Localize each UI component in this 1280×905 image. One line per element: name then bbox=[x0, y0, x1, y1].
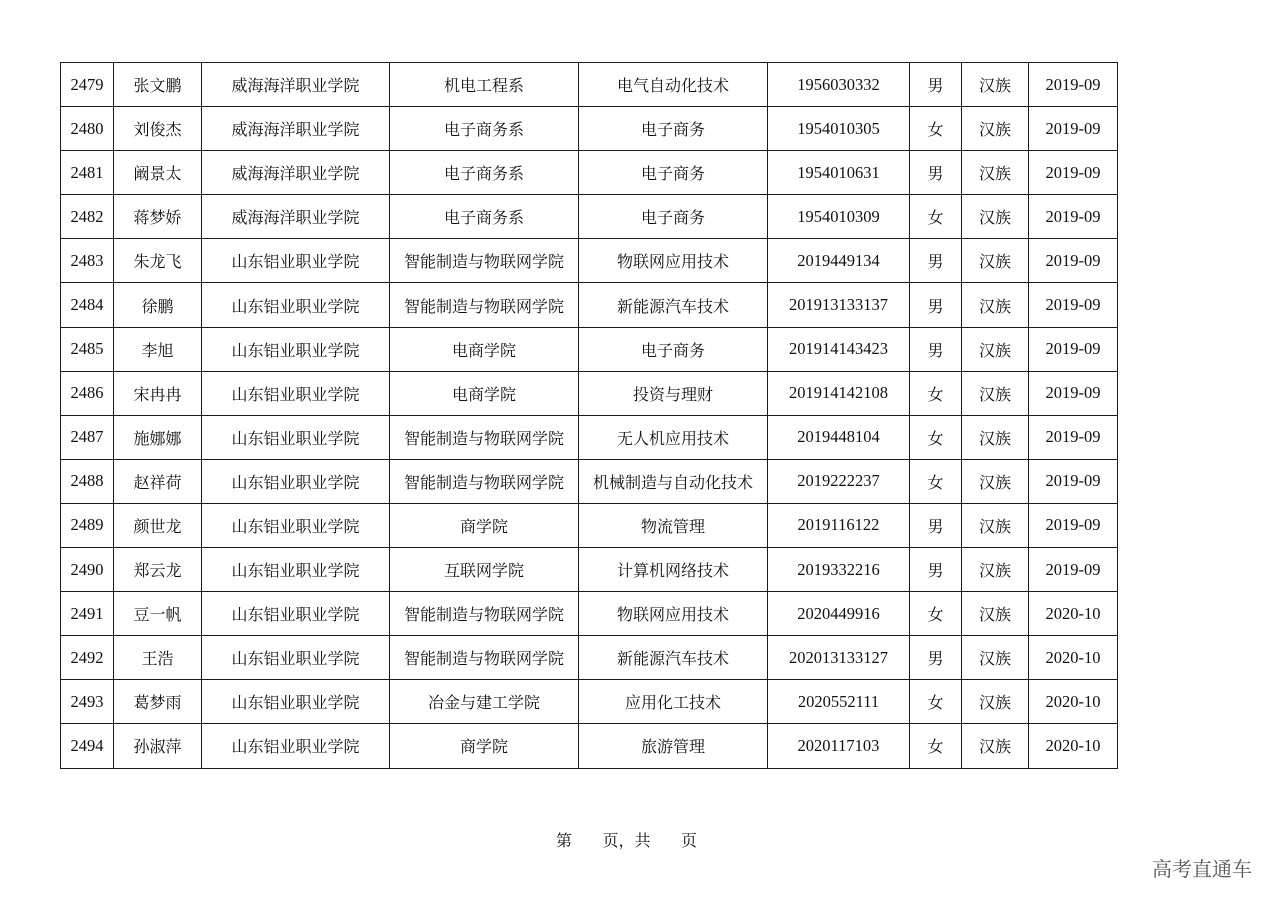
cell-enrollment-date: 2020-10 bbox=[1029, 592, 1118, 636]
cell-row-number: 2480 bbox=[61, 107, 114, 151]
cell-major: 旅游管理 bbox=[579, 724, 768, 768]
cell-name: 王浩 bbox=[114, 636, 202, 680]
cell-ethnicity: 汉族 bbox=[962, 283, 1029, 327]
cell-row-number: 2493 bbox=[61, 680, 114, 724]
cell-department: 商学院 bbox=[390, 724, 579, 768]
cell-school: 威海海洋职业学院 bbox=[202, 63, 390, 107]
cell-name: 孙淑萍 bbox=[114, 724, 202, 768]
cell-ethnicity: 汉族 bbox=[962, 724, 1029, 768]
cell-gender: 女 bbox=[910, 107, 962, 151]
table-row bbox=[61, 724, 1118, 768]
student-roster-table bbox=[60, 62, 1118, 769]
table-row bbox=[61, 592, 1118, 636]
page-footer: 第 页，共 页 bbox=[556, 831, 698, 850]
table-row bbox=[61, 415, 1118, 459]
cell-student-id: 2019116122 bbox=[768, 503, 910, 547]
cell-ethnicity: 汉族 bbox=[962, 548, 1029, 592]
cell-department: 智能制造与物联网学院 bbox=[390, 415, 579, 459]
cell-row-number: 2489 bbox=[61, 503, 114, 547]
table-row bbox=[61, 239, 1118, 283]
cell-name: 赵祥荷 bbox=[114, 459, 202, 503]
cell-name: 颜世龙 bbox=[114, 503, 202, 547]
cell-name: 蒋梦娇 bbox=[114, 195, 202, 239]
cell-row-number: 2492 bbox=[61, 636, 114, 680]
cell-student-id: 2019449134 bbox=[768, 239, 910, 283]
watermark: 高考直通车 bbox=[1152, 857, 1252, 881]
table-row bbox=[61, 636, 1118, 680]
cell-enrollment-date: 2020-10 bbox=[1029, 636, 1118, 680]
cell-major: 投资与理财 bbox=[579, 371, 768, 415]
cell-school: 山东铝业职业学院 bbox=[202, 459, 390, 503]
cell-school: 山东铝业职业学院 bbox=[202, 415, 390, 459]
table-row bbox=[61, 195, 1118, 239]
cell-name: 张文鹏 bbox=[114, 63, 202, 107]
table-row bbox=[61, 151, 1118, 195]
cell-department: 智能制造与物联网学院 bbox=[390, 636, 579, 680]
table-row bbox=[61, 283, 1118, 327]
cell-ethnicity: 汉族 bbox=[962, 459, 1029, 503]
cell-ethnicity: 汉族 bbox=[962, 63, 1029, 107]
cell-row-number: 2482 bbox=[61, 195, 114, 239]
table-row bbox=[61, 459, 1118, 503]
cell-row-number: 2483 bbox=[61, 239, 114, 283]
cell-school: 山东铝业职业学院 bbox=[202, 239, 390, 283]
cell-gender: 女 bbox=[910, 680, 962, 724]
cell-major: 新能源汽车技术 bbox=[579, 283, 768, 327]
cell-ethnicity: 汉族 bbox=[962, 680, 1029, 724]
cell-name: 宋冉冉 bbox=[114, 371, 202, 415]
cell-enrollment-date: 2019-09 bbox=[1029, 283, 1118, 327]
cell-row-number: 2486 bbox=[61, 371, 114, 415]
cell-name: 李旭 bbox=[114, 327, 202, 371]
cell-department: 智能制造与物联网学院 bbox=[390, 592, 579, 636]
cell-enrollment-date: 2019-09 bbox=[1029, 327, 1118, 371]
cell-school: 山东铝业职业学院 bbox=[202, 548, 390, 592]
cell-student-id: 2019222237 bbox=[768, 459, 910, 503]
cell-department: 电子商务系 bbox=[390, 151, 579, 195]
table-body bbox=[61, 63, 1118, 769]
cell-student-id: 1954010309 bbox=[768, 195, 910, 239]
cell-school: 山东铝业职业学院 bbox=[202, 283, 390, 327]
cell-row-number: 2484 bbox=[61, 283, 114, 327]
cell-name: 葛梦雨 bbox=[114, 680, 202, 724]
cell-school: 山东铝业职业学院 bbox=[202, 636, 390, 680]
cell-name: 朱龙飞 bbox=[114, 239, 202, 283]
cell-row-number: 2490 bbox=[61, 548, 114, 592]
cell-major: 无人机应用技术 bbox=[579, 415, 768, 459]
cell-student-id: 1954010631 bbox=[768, 151, 910, 195]
cell-gender: 女 bbox=[910, 195, 962, 239]
cell-enrollment-date: 2020-10 bbox=[1029, 724, 1118, 768]
cell-department: 电子商务系 bbox=[390, 107, 579, 151]
cell-enrollment-date: 2019-09 bbox=[1029, 415, 1118, 459]
cell-ethnicity: 汉族 bbox=[962, 592, 1029, 636]
table-row bbox=[61, 503, 1118, 547]
cell-school: 山东铝业职业学院 bbox=[202, 680, 390, 724]
cell-gender: 男 bbox=[910, 503, 962, 547]
cell-school: 山东铝业职业学院 bbox=[202, 592, 390, 636]
table-row bbox=[61, 371, 1118, 415]
cell-department: 冶金与建工学院 bbox=[390, 680, 579, 724]
cell-major: 应用化工技术 bbox=[579, 680, 768, 724]
cell-ethnicity: 汉族 bbox=[962, 327, 1029, 371]
cell-row-number: 2491 bbox=[61, 592, 114, 636]
cell-gender: 女 bbox=[910, 415, 962, 459]
cell-row-number: 2488 bbox=[61, 459, 114, 503]
cell-enrollment-date: 2019-09 bbox=[1029, 548, 1118, 592]
cell-major: 物联网应用技术 bbox=[579, 592, 768, 636]
cell-department: 电商学院 bbox=[390, 327, 579, 371]
cell-school: 威海海洋职业学院 bbox=[202, 107, 390, 151]
cell-major: 计算机网络技术 bbox=[579, 548, 768, 592]
cell-department: 电商学院 bbox=[390, 371, 579, 415]
cell-gender: 男 bbox=[910, 327, 962, 371]
cell-school: 山东铝业职业学院 bbox=[202, 371, 390, 415]
cell-student-id: 1956030332 bbox=[768, 63, 910, 107]
cell-ethnicity: 汉族 bbox=[962, 636, 1029, 680]
cell-row-number: 2494 bbox=[61, 724, 114, 768]
cell-major: 电子商务 bbox=[579, 195, 768, 239]
cell-student-id: 2020552111 bbox=[768, 680, 910, 724]
cell-enrollment-date: 2019-09 bbox=[1029, 151, 1118, 195]
cell-student-id: 201913133137 bbox=[768, 283, 910, 327]
cell-name: 阚景太 bbox=[114, 151, 202, 195]
cell-student-id: 1954010305 bbox=[768, 107, 910, 151]
cell-gender: 女 bbox=[910, 459, 962, 503]
cell-school: 威海海洋职业学院 bbox=[202, 195, 390, 239]
cell-department: 商学院 bbox=[390, 503, 579, 547]
cell-major: 物联网应用技术 bbox=[579, 239, 768, 283]
cell-student-id: 201914142108 bbox=[768, 371, 910, 415]
cell-ethnicity: 汉族 bbox=[962, 195, 1029, 239]
cell-student-id: 2019332216 bbox=[768, 548, 910, 592]
cell-enrollment-date: 2019-09 bbox=[1029, 195, 1118, 239]
table-row bbox=[61, 548, 1118, 592]
cell-row-number: 2485 bbox=[61, 327, 114, 371]
cell-row-number: 2479 bbox=[61, 63, 114, 107]
cell-student-id: 2020449916 bbox=[768, 592, 910, 636]
cell-name: 豆一帆 bbox=[114, 592, 202, 636]
cell-gender: 男 bbox=[910, 636, 962, 680]
cell-enrollment-date: 2019-09 bbox=[1029, 239, 1118, 283]
cell-name: 郑云龙 bbox=[114, 548, 202, 592]
cell-school: 威海海洋职业学院 bbox=[202, 151, 390, 195]
cell-gender: 女 bbox=[910, 724, 962, 768]
cell-row-number: 2481 bbox=[61, 151, 114, 195]
cell-department: 机电工程系 bbox=[390, 63, 579, 107]
cell-major: 电子商务 bbox=[579, 327, 768, 371]
cell-gender: 男 bbox=[910, 239, 962, 283]
cell-student-id: 201914143423 bbox=[768, 327, 910, 371]
cell-enrollment-date: 2019-09 bbox=[1029, 107, 1118, 151]
cell-department: 互联网学院 bbox=[390, 548, 579, 592]
cell-gender: 女 bbox=[910, 592, 962, 636]
table-row bbox=[61, 327, 1118, 371]
cell-major: 机械制造与自动化技术 bbox=[579, 459, 768, 503]
cell-gender: 男 bbox=[910, 151, 962, 195]
cell-enrollment-date: 2019-09 bbox=[1029, 63, 1118, 107]
cell-enrollment-date: 2019-09 bbox=[1029, 371, 1118, 415]
cell-enrollment-date: 2019-09 bbox=[1029, 503, 1118, 547]
cell-enrollment-date: 2020-10 bbox=[1029, 680, 1118, 724]
cell-ethnicity: 汉族 bbox=[962, 371, 1029, 415]
cell-gender: 女 bbox=[910, 371, 962, 415]
cell-ethnicity: 汉族 bbox=[962, 239, 1029, 283]
cell-enrollment-date: 2019-09 bbox=[1029, 459, 1118, 503]
cell-major: 物流管理 bbox=[579, 503, 768, 547]
cell-ethnicity: 汉族 bbox=[962, 503, 1029, 547]
cell-gender: 男 bbox=[910, 548, 962, 592]
table-row bbox=[61, 63, 1118, 107]
cell-major: 新能源汽车技术 bbox=[579, 636, 768, 680]
cell-gender: 男 bbox=[910, 283, 962, 327]
cell-ethnicity: 汉族 bbox=[962, 151, 1029, 195]
cell-student-id: 2020117103 bbox=[768, 724, 910, 768]
cell-ethnicity: 汉族 bbox=[962, 107, 1029, 151]
cell-ethnicity: 汉族 bbox=[962, 415, 1029, 459]
cell-row-number: 2487 bbox=[61, 415, 114, 459]
cell-major: 电气自动化技术 bbox=[579, 63, 768, 107]
cell-major: 电子商务 bbox=[579, 151, 768, 195]
cell-department: 电子商务系 bbox=[390, 195, 579, 239]
cell-major: 电子商务 bbox=[579, 107, 768, 151]
table-row bbox=[61, 680, 1118, 724]
cell-department: 智能制造与物联网学院 bbox=[390, 459, 579, 503]
cell-name: 刘俊杰 bbox=[114, 107, 202, 151]
cell-student-id: 2019448104 bbox=[768, 415, 910, 459]
cell-school: 山东铝业职业学院 bbox=[202, 327, 390, 371]
cell-name: 徐鹏 bbox=[114, 283, 202, 327]
cell-school: 山东铝业职业学院 bbox=[202, 503, 390, 547]
cell-gender: 男 bbox=[910, 63, 962, 107]
cell-student-id: 202013133127 bbox=[768, 636, 910, 680]
cell-school: 山东铝业职业学院 bbox=[202, 724, 390, 768]
cell-department: 智能制造与物联网学院 bbox=[390, 239, 579, 283]
cell-department: 智能制造与物联网学院 bbox=[390, 283, 579, 327]
cell-name: 施娜娜 bbox=[114, 415, 202, 459]
table-row bbox=[61, 107, 1118, 151]
